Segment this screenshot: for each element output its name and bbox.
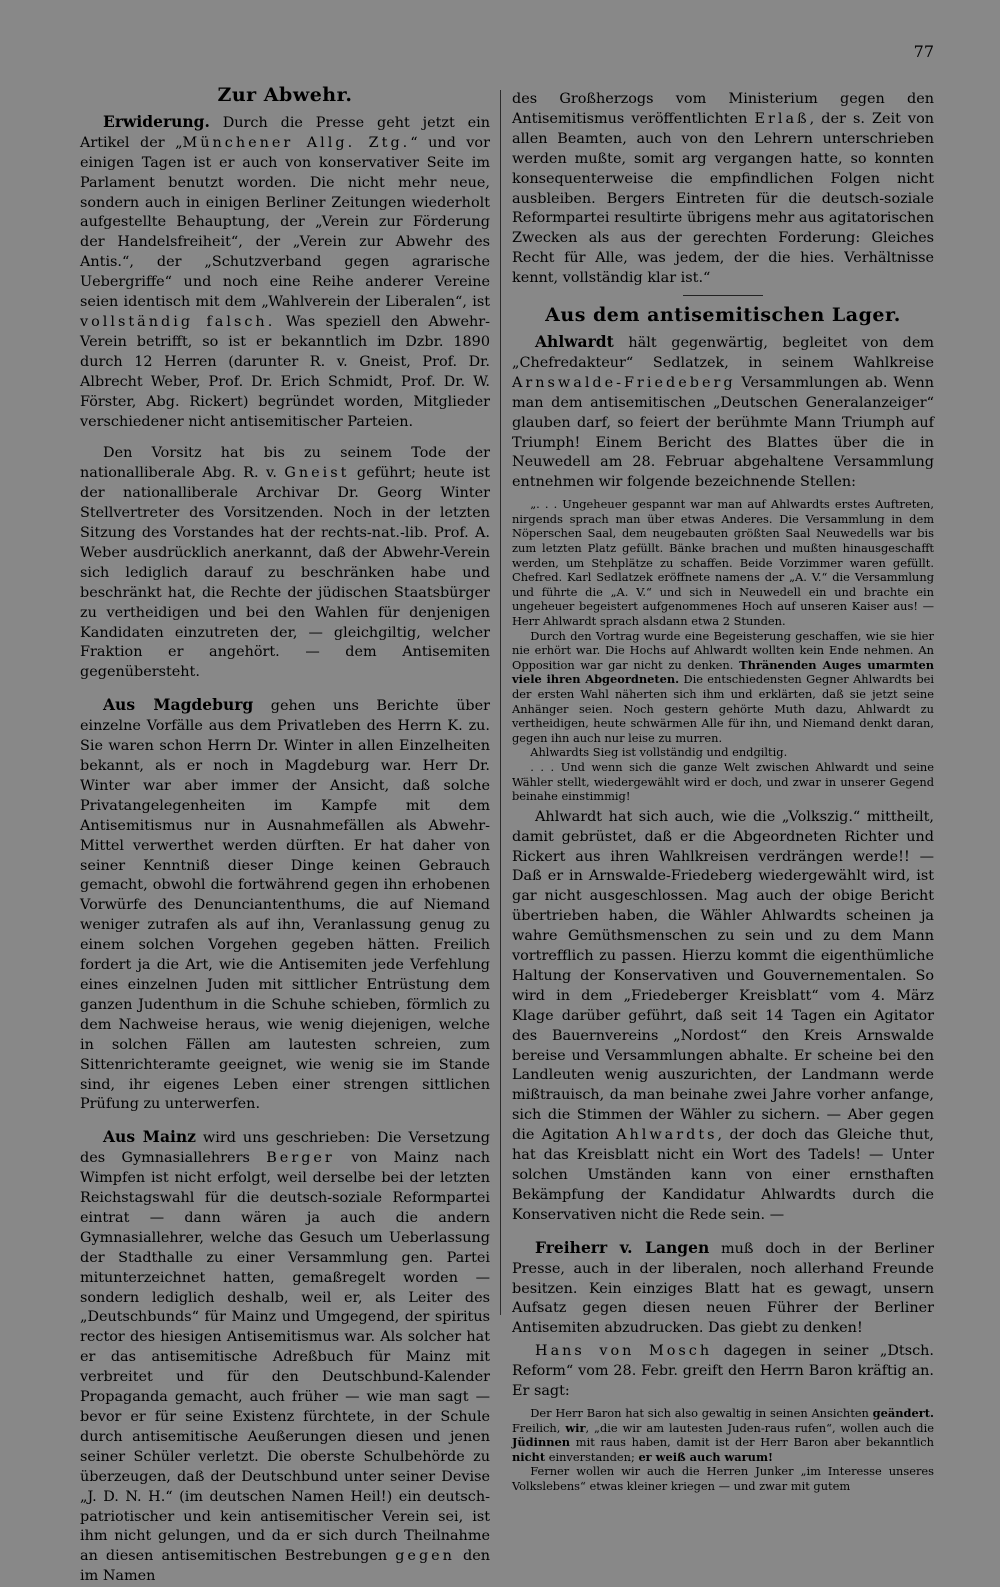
quote-block-generalanzeiger: [512, 497, 934, 803]
text: Freilich,: [512, 1420, 566, 1435]
paragraph-langen: [512, 1238, 934, 1340]
text: , der doch das Gleiche thut, hat das Kreisblatt nicht ein Wort des Tadels! — Unter solchen Umständen kann von einer ernsthaften Bekämpfung der Kandidatur Ahlwardts durch die Konservativen nicht die Rede sein. —: [512, 1127, 934, 1223]
text: gehen uns Berichte über einzelne Vorfälle aus dem Privatleben des Herrn K. zu. Sie waren schon Herrn Dr. Winter in allen Einzelheiten bekannt, als er noch in Magdeburg war. Herr Dr. Winter war aber immer der Ansicht, daß solche Privatangelegenheiten im Kampfe mit dem Antisemitismus nur in Ausnahmefällen als Abwehr-Mittel verwerthet werden dürften. Er hat daher von seiner Kenntniß dieser Dinge keinen Gebrauch gemacht, obwohl die fortwährend gegen ihn erhobenen Vorwürfe des Denunciantenthums, die auf Niemand weniger zutrafen als auf ihn, Veranlassung genug zu einem solchen Vorgehen gegeben hätten. Freilich fordert ja die Art, wie die Antisemiten jede Verfehlung eines einzelnen Juden mit sittlicher Entrüstung dem ganzen Judenthum in die Schuhe schieben, förmlich zu dem Nachweise heraus, wie wenig diejenigen, welche in solchen Fällen am lautesten schreien, zum Sittenrichteramte geeignet, wie wenig sie im Stande sind, ihr eigenes Leben einer strengen sittlichen Prüfung zu unterwerfen.: [80, 698, 490, 1113]
spaced-text: Erlaß: [754, 110, 810, 127]
text: hält gegenwärtig, begleitet von dem „Chefredakteur“ Sedlatzek, in seinem Wahlkreise: [512, 334, 934, 371]
quote-block-reform: [512, 1406, 934, 1494]
column-divider: [500, 90, 501, 1315]
section-heading-lager: Aus dem antisemitischen Lager.: [545, 304, 901, 327]
text: einverstanden;: [545, 1449, 639, 1464]
spaced-text: Ahlwardts: [616, 1127, 718, 1144]
spaced-text: gegen: [395, 1548, 455, 1565]
text: Was speziell den Abwehr-Verein betrifft, so ist er bekanntlich im Dzbr. 1890 durch 12 Herren (darunter R. v. Gneist, Prof. Dr. Albrecht Weber, Prof. Dr. Erich Schmidt, Prof. Dr. W. Förster, Abg. Rickert) begründet worden, Mitglieder verschiedener nicht antisemitischer Parteien.: [80, 313, 490, 430]
spaced-text: Münchener Allg. Ztg.: [182, 134, 411, 151]
text: Den Vorsitz hat bis zu seinem Tode der nationalliberale Abg. R. v.: [80, 445, 490, 482]
keyword: Aus Mainz: [103, 1127, 196, 1147]
text: Durch den Vortrag wurde eine Begeisterung geschaffen, wie sie hier nie erhört war. Die Hochs auf Ahlwardt wollten kein Ende nehmen. An Opposition war gar nicht zu denken.: [512, 628, 934, 672]
text: muß doch in der Berliner Presse, auch in der liberalen, noch allerhand Freunde besitzen. Kein einziges Blatt hat es gewagt, unsern Aufsatz gegen diesen neuen Führer der Berliner Antisemiten abzudrucken. Das giebt zu denken!: [512, 1240, 934, 1337]
text: geführt; heute ist der nationalliberale Archivar Dr. Georg Winter Stellvertreter des Vorsitzenden. Noch in der letzten Sitzung des Vorstandes hat der rechts-nat.-lib. Prof. A. Weber ausdrücklich anerkannt, daß der Abwehr-Verein sich lediglich darauf zu beschränken habe und beschränkt hat, die Rechte der jüdischen Staatsbürger zu vertheidigen und bei den Wahlen für denjenigen Kandidaten einzutreten der, — gleichgiltig, welcher Fraktion er angehört. — dem Antisemiten gegenübersteht.: [80, 465, 491, 681]
paragraph-erwiderung: [80, 112, 490, 433]
keyword: Aus Magdeburg: [103, 695, 254, 715]
text: von Mainz nach Wimpfen ist nicht erfolgt, weil derselbe bei der letzten Reichstagswahl für die deutsch-soziale Reformpartei eintrat — dann wären ja auch die andern Gymnasiallehrer, welche das Gesuch um Ueberlassung der Stadthalle zu einer Versammlung gen. Partei mitunterzeichnet hatten, gemaßregelt worden — sondern lediglich deshalb, weil er, als Leiter des „Deutschbunds“ für Mainz und Umgegend, der spiritus rector des hiesigen Antisemitismus war. Als solcher hat er das antisemitische Adreßbuch für Mainz mit verbreitet und für den Deutschbund-Kalender Propaganda gemacht, auch früher — wie man sagt — bevor er für seine Existenz fürchtete, in der Schule durch antisemitische Aeußerungen diesen und jenen seiner Schüler verletzt. Die oberste Schulbehörde zu überzeugen, daß der Deutschbund unter seiner Devise „J. D. N. H.“ (im deutschen Namen Heil!) ein deutsch-patriotischer und kein antisemitischer Verein sei, ist ihm nicht gelungen, und da er sich durch Theilnahme an diesen antisemitischen Bestrebungen: [80, 1150, 490, 1565]
text: Ahlwardt hat sich auch, wie die „Volkszig.“ mittheilt, damit gebrüstet, daß er die Abgeordneten Richter und Rickert aus ihren Wahlkreisen verdrängen werde!! — Daß er in Arnswalde-Friedeberg wiedergewählt wird, ist gar nicht ausgeschlossen. Mag auch der obige Bericht übertrieben haben, die Wähler Ahlwardts scheinen ja wahre Gemüthsmenschen zu sein und zu dem Mann vortrefflich zu passen. Hierzu kommt die eigenthümliche Haltung der Konservativen und Gouvernementalen. So wird in dem „Friedeberger Kreisblatt“ vom 4. März Klage darüber geführt, daß seit 14 Tagen ein Agitator des Bauernvereins „Nordost“ den Kreis Arnswalde bereise und Versammlungen abhalte. Er scheine bei den Landleuten wenig auszurichten, der Landmann werde mißtrauisch, da man beinahe zwei Jahre vorher anfange, sich die Stimmen der Wähler zu sichern. — Aber gegen die Agitation: [512, 808, 934, 1144]
spaced-text: Berger: [266, 1150, 335, 1167]
quote-paragraph: Ferner wollen wir auch die Herren Junker „im Interesse unseres Volkslebens“ etwas kleiner kriegen — und zwar mit gutem: [512, 1464, 934, 1493]
text: wird uns geschrieben: Die Versetzung des Gymnasiallehrers: [80, 1130, 490, 1167]
keyword: Erwiderung.: [103, 111, 210, 131]
paragraph-ahlwardt: [512, 332, 934, 493]
keyword: Freiherr v. Langen: [535, 1237, 710, 1257]
text: Die entschiedensten Gegner Ahlwardts bei der ersten Wahl näherten sich ihm und erklärten, daß sie jetzt seine Anhänger seien. Noch gestern gehörte Muth dazu, Ahlwardt zu vertheidigen, heute schwärmen Alle für ihn, und Niemand denkt daran, gegen ihn auch nur leise zu murren.: [512, 672, 934, 745]
text: den im Namen: [80, 1548, 490, 1585]
text: dagegen in seiner „Dtsch. Reform“ vom 28. Febr. greift den Herrn Baron kräftig an. Er sagt:: [512, 1343, 934, 1400]
spaced-text: Gneist: [284, 465, 350, 482]
quote-paragraph: Ahlwardts Sieg ist vollständig und endgiltig.: [530, 745, 788, 760]
paragraph-mosch: [512, 1342, 934, 1402]
bold-text: geändert.: [872, 1405, 934, 1420]
quote-paragraph: „. . . Ungeheuer gespannt war man auf Ahlwardts erstes Auftreten, nirgends sprach man über etwas Anderes. Die Versammlung in dem Nöperschen Saal, dem neugebauten größten Saal Neuwedells war bis zum letzten Platz gefüllt. Bänke brachen und mußten hinausgeschafft werden, um Stehplätze zu schaffen. Beide Vorzimmer waren gefüllt. Chefred. Karl Sedlatzek eröffnete namens der „A. V.“ die Versammlung und führte die „A. V.“ und sich in Neuwedell ein und brachte ein ungeheuer begeistert aufgenommenes Hoch auf unseren Kaiser aus! — Herr Ahlwardt sprach alsdann etwa 2 Stunden.: [512, 497, 934, 628]
left-column: [80, 86, 490, 1587]
text: Versammlungen ab. Wenn man dem antisemitischen „Deutschen Generalanzeiger“ glauben darf, so feiert der berühmte Mann Triumph auf Triumph! Einem Bericht des Blattes über die in Neuwedell am 28. Februar abgehaltene Versammlung entnehmen wir folgende bezeichnende Stellen:: [512, 374, 934, 491]
section-heading-abwehr: Zur Abwehr.: [217, 84, 353, 106]
paragraph-magdeburg: [80, 695, 490, 1115]
quote-paragraph: [512, 629, 934, 746]
quote-paragraph: [512, 1406, 934, 1464]
bold-text: Jüdinnen: [512, 1435, 571, 1450]
spaced-text: vollständig falsch.: [80, 313, 276, 330]
section-separator: [683, 295, 763, 296]
paragraph-vorsitz: [80, 444, 490, 683]
paragraph-volkszeitung: [512, 808, 934, 1226]
right-column: [512, 90, 934, 1498]
spaced-text: Hans von Mosch: [535, 1343, 713, 1360]
bold-text: Thränenden Auges umarmten viele ihren Abgeordneten.: [512, 657, 934, 687]
spaced-text: Arnswalde-Friedeberg: [512, 374, 736, 391]
paragraph-mainz: [80, 1127, 490, 1587]
text: des Großherzogs vom Ministerium gegen den Antisemitismus veröffentlichten: [512, 91, 934, 127]
page-number: 77: [913, 42, 934, 61]
keyword: Ahlwardt: [535, 331, 614, 351]
text: Der Herr Baron hat sich also gewaltig in seinen Ansichten: [530, 1405, 873, 1420]
text: Durch die Presse geht jetzt ein Artikel der „: [80, 114, 490, 151]
bold-text: nicht: [512, 1449, 546, 1464]
text: , „die wir am lautesten Juden-raus rufen“, wollen auch die: [585, 1420, 934, 1435]
paragraph-continuation: [512, 90, 934, 289]
bold-text: er weiß auch warum!: [638, 1449, 774, 1464]
text: mit raus haben, damit ist der Herr Baron aber bekanntlich: [570, 1435, 934, 1450]
quote-paragraph: . . . Und wenn sich die ganze Welt zwischen Ahlwardt und seine Wähler stellt, wiedergewählt wird er doch, und zwar in unserer Gegend beinahe einstimmig!: [512, 759, 934, 804]
text: “ und vor einigen Tagen ist er auch von konservativer Seite im Parlament benutzt worden. Die nicht mehr neue, sondern auch in einigen Berliner Zeitungen wiederholt aufgestellte Behauptung, der „Verein zur Förderung der Handelsfreiheit“, der „Verein zur Abwehr des Antis.“, der „Schutzverband gegen agrarische Uebergriffe“ und noch eine Reihe anderer Vereine seien identisch mit dem „Wahlverein der Liberalen“, ist: [80, 134, 490, 311]
text: , der s. Zeit von allen Beamten, auch von den Lehrern unterschrieben werden mußte, somit arg vergangen hatte, so konnten konsequenterweise die empfindlichen Folgen nicht ausbleiben. Bergers Eintreten für die deutsch-soziale Reformpartei resultirte übrigens mehr aus agitatorischen Zwecken als aus der gerechten Forderung: Gleiches Recht für Alle, was jedem, der die hies. Verhältnisse kennt, vollständig klar ist.“: [512, 110, 934, 287]
bold-text: wir: [565, 1420, 586, 1435]
